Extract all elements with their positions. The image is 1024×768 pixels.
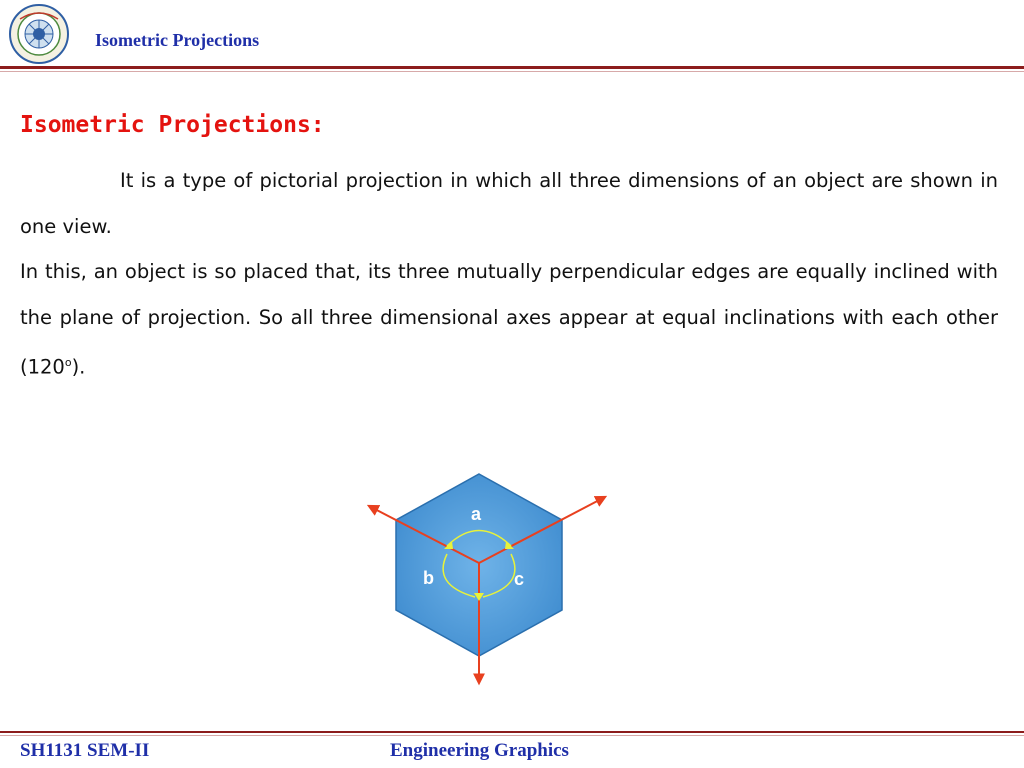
explanation-paragraph bbox=[20, 249, 998, 390]
isometric-axes-diagram bbox=[355, 468, 615, 690]
body-text bbox=[20, 158, 998, 390]
definition-paragraph: It is a type of pictorial projection in which all three dimensions of an object are shown in one view. bbox=[20, 169, 998, 238]
header-title: Isometric Projections bbox=[95, 30, 260, 50]
footer-divider-thin bbox=[0, 735, 1024, 736]
degree-symbol: o bbox=[64, 356, 72, 369]
header-divider-thin bbox=[0, 71, 1024, 72]
label-b: b bbox=[423, 568, 434, 588]
header-divider bbox=[0, 66, 1024, 69]
label-a: a bbox=[471, 504, 482, 524]
label-c: c bbox=[514, 569, 525, 589]
institute-seal-icon bbox=[8, 3, 70, 65]
footer-course-code: SH1131 SEM-II bbox=[20, 740, 150, 761]
section-heading: Isometric Projections: bbox=[20, 112, 325, 138]
explanation-end: ). bbox=[71, 355, 86, 379]
footer-subject: Engineering Graphics bbox=[390, 740, 569, 761]
explanation-text: In this, an object is so placed that, its three mutually perpendicular edges are equally inclined with the plane of projection. So all three dimensional axes appear at equal inclinations with each other (120 bbox=[20, 260, 998, 379]
footer-divider bbox=[0, 731, 1024, 733]
